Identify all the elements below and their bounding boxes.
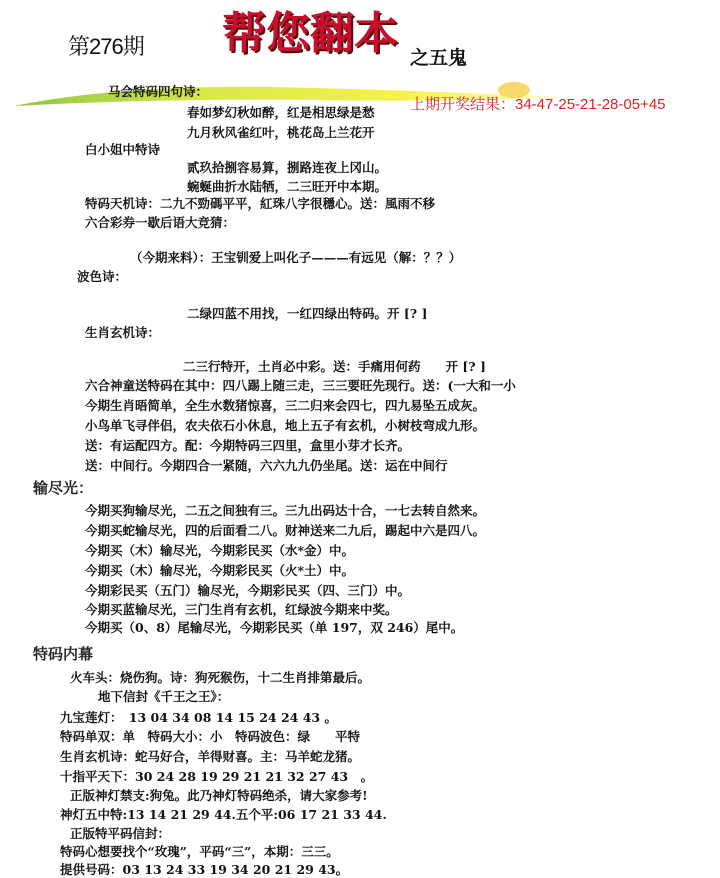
text-line: 十指平天下：30 24 28 19 29 21 21 32 27 43 。 — [60, 769, 374, 784]
page-title: 帮您翻本 — [222, 8, 398, 59]
text-line: 九宝莲灯： 13 04 34 08 14 15 24 24 43 。 — [60, 710, 337, 725]
text-line: 正版神灯禁支:狗兔。此乃神灯特码绝杀，请大家参考! — [70, 788, 368, 803]
text-line: 今期买（0、8）尾输尽光，今期彩民买（单 197，双 246）尾中。 — [85, 620, 464, 635]
text-line: 生肖玄机诗： — [85, 325, 161, 340]
last-draw-result: 上期开奖结果：34-47-25-21-28-05+45 — [410, 96, 666, 113]
text-line: 特码单双：单 特码大小：小 特码波色：绿 平特 — [60, 729, 361, 744]
text-line: 送：中间行。今期四合一紧随，六六九九仍坐尾。送：运在中间行 — [85, 458, 448, 473]
text-line: 二三行特开，土肖必中彩。送：手痛用何药 开 [? ] — [183, 359, 486, 374]
text-line: 今期买（木）输尽光，今期彩民买（火*土）中。 — [85, 563, 355, 578]
text-line: 蜿蜒曲折水陆牺，二三旺开中本期。 — [187, 179, 388, 194]
text-line: 白小姐中特诗 — [85, 142, 161, 157]
section-heading: 特码内幕 — [33, 645, 94, 663]
text-line: 六合神童送特码在其中：四八踢上随三走，三三要旺先现行。送：(一大和一小 — [85, 378, 516, 393]
text-line: 今期彩民买（五门）输尽光，今期彩民买（四、三门）中。 — [85, 583, 411, 598]
text-line: 今期买狗输尽光，二五之间独有三。三九出码达十合，一七去转自然来。 — [85, 503, 486, 518]
text-line: 生肖玄机诗：蛇马好合，羊得财喜。主：马羊蛇龙猪。 — [60, 749, 361, 764]
issue-number: 第276期 — [68, 34, 144, 59]
section-heading: 输尽光： — [33, 479, 94, 497]
text-line: 特码天机诗：二九不勁碼平平，紅珠八字很穩心。送：風雨不移 — [85, 196, 436, 211]
text-line: 送：有运配四方。配：今期特码三四里，盒里小芽才长齐。 — [85, 438, 411, 453]
text-line: 火车头：烧伤狗。诗：狗死猴伤，十二生肖排第最后。 — [70, 670, 371, 685]
text-line: 提供号码：03 13 24 33 19 34 20 21 29 43。 — [60, 862, 349, 877]
text-line: （今期来料）：王宝钏爱上叫化子———有远见（解：？？） — [130, 250, 462, 265]
text-line: 今期买蛇输尽光，四的后面看二八。财神送来二九后，踢起中六是四八。 — [85, 523, 486, 538]
text-line: 地下信封《千王之王》： — [98, 689, 230, 704]
text-line: 今期生肖晤简单，全生水数猪惊喜，三二归来会四七，四九易坠五成灰。 — [85, 398, 486, 413]
text-line: 今期买（木）输尽光，今期彩民买（水*金）中。 — [85, 543, 355, 558]
text-line: 正版特平码信封： — [70, 826, 171, 841]
text-line: 今期买蓝输尽光，三门生肖有玄机，红绿波今期来中奖。 — [85, 602, 398, 617]
text-line: 二绿四蓝不用找，一红四绿出特码。开 [? ] — [187, 306, 428, 321]
text-line: 神灯五中特:13 14 21 29 44.五个平:06 17 21 33 44. — [60, 807, 387, 822]
text-line: 小鸟单飞寻伴侣，农夫依石小休息，地上五子有玄机，小树枝弯成九形。 — [85, 418, 486, 433]
text-line: 贰玖拾捌容易算，捌路连夜上冈山。 — [187, 160, 388, 175]
page-subtitle: 之五鬼 — [410, 47, 468, 69]
text-line: 九月秋风雀红叶，桃花岛上兰花开 — [187, 125, 375, 140]
text-line: 春如梦幻秋如醉，红是相思绿是愁 — [187, 105, 375, 120]
text-line: 特码心想要找个“玫瑰”，平码“三”，本期：三三。 — [60, 844, 339, 859]
text-line: 波色诗： — [77, 269, 128, 284]
text-line: 六合彩券一歇后语大竞猜： — [85, 215, 236, 230]
text-line: 马会特码四句诗： — [108, 84, 209, 99]
